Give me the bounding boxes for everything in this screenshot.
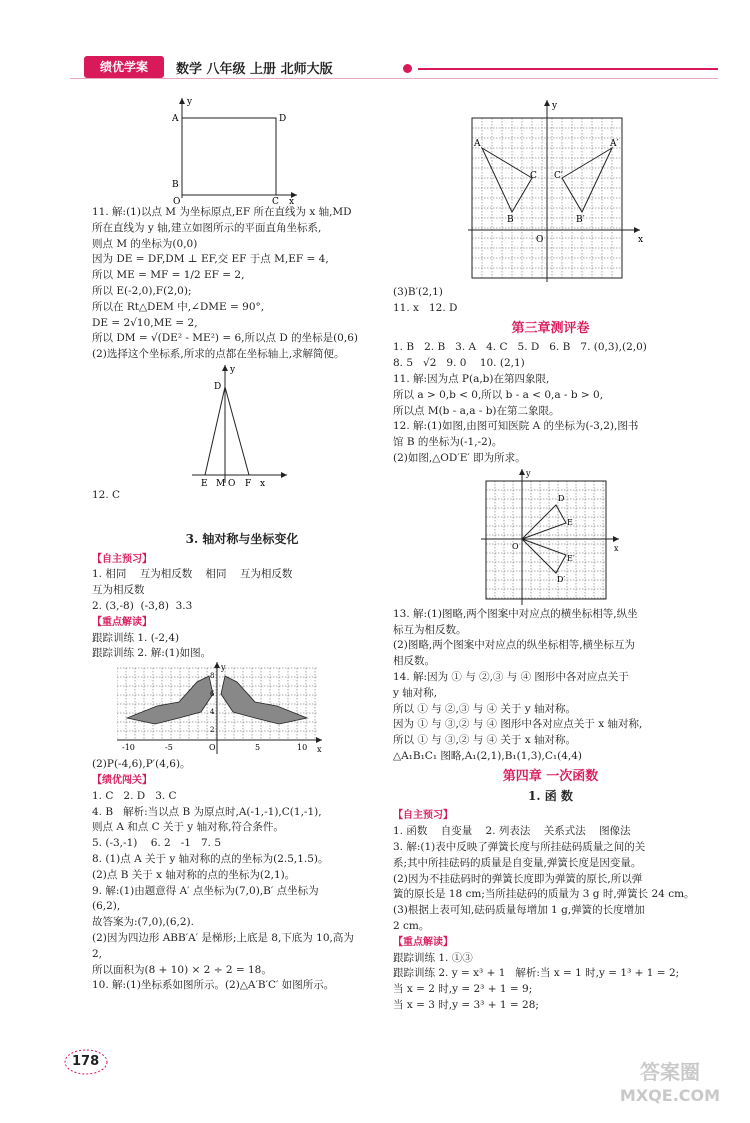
fig1-label: B bbox=[172, 180, 179, 190]
fig5-label: D′ bbox=[557, 574, 566, 584]
text-line: 2, bbox=[92, 947, 103, 960]
fig1-label: C bbox=[272, 197, 279, 205]
text-line: (2)选择这个坐标系,所求的点都在坐标轴上,求解简便。 bbox=[92, 348, 345, 361]
text-line: 10. 解:(1)坐标系如图所示。(2)△A′B′C′ 如图所示。 bbox=[92, 979, 335, 992]
page-number bbox=[64, 1048, 110, 1076]
text-line: 当 x = 2 时,y = 2³ + 1 = 9; bbox=[393, 983, 533, 996]
text-line: 标互为相反数。 bbox=[393, 623, 467, 636]
text-line: 因为 DE = DF,DM ⊥ EF,交 EF 于点 M,EF = 4, bbox=[92, 253, 329, 266]
section-title: 1. 函 数 bbox=[528, 788, 573, 803]
fig1-label: A bbox=[172, 114, 179, 124]
watermark-line2: MXQE.COM bbox=[619, 1086, 721, 1105]
text-line: (2)因为四边形 ABB′A′ 是梯形;上底是 8,下底为 10,高为 bbox=[92, 931, 354, 944]
text-line: (2)P(-4,6),P′(4,6)。 bbox=[92, 758, 191, 771]
fig3-label: -5 bbox=[165, 743, 173, 753]
tag-key: 【重点解读】 bbox=[393, 936, 453, 948]
fig1-label: y bbox=[187, 97, 193, 107]
text-line: 所在直线为 y 轴,建立如图所示的平面直角坐标系, bbox=[92, 221, 322, 234]
text-line: 当 x = 3 时,y = 3³ + 1 = 28; bbox=[393, 998, 539, 1011]
text-line: 簧的原长是 18 cm;当所挂砝码的质量为 3 g 时,弹簧长 24 cm。 bbox=[393, 888, 695, 901]
fig2-label: D bbox=[214, 381, 222, 392]
fig5-label: y bbox=[526, 468, 531, 478]
fig2-label: x bbox=[260, 478, 266, 488]
fig3-label: 6 bbox=[210, 690, 215, 699]
q12-answer: 12. C bbox=[92, 488, 121, 501]
text-line: 故答案为:(7,0),(6,2). bbox=[92, 916, 194, 929]
fig3-label: -10 bbox=[122, 743, 135, 753]
fig5-label: E bbox=[567, 517, 573, 527]
fig2-label: M bbox=[216, 478, 226, 488]
text-line: 9. 解:(1)由题意得 A′ 点坐标为(7,0),B′ 点坐标为 bbox=[92, 884, 319, 897]
text-line: (2)点 B 关于 x 轴对称的点的坐标为(2,1)。 bbox=[92, 868, 296, 881]
text-line: 1. B 2. B 3. A 4. C 5. D 6. B 7. (0,3),(2,0) bbox=[393, 341, 647, 354]
text-line: 跟踪训练 1. ①③ bbox=[393, 951, 473, 964]
text-line: 1. 函数 自变量 2. 列表法 关系式法 图像法 bbox=[393, 825, 631, 838]
fig4-label: y bbox=[552, 101, 558, 111]
text-line: 1. 相同 互为相反数 相同 互为相反数 bbox=[92, 568, 293, 581]
header-dot bbox=[403, 64, 412, 73]
text-line: 馆 B 的坐标为(-1,-2)。 bbox=[393, 436, 503, 449]
chapter4-title: 第四章 一次函数 bbox=[502, 768, 599, 784]
fig1-label: x bbox=[289, 197, 295, 205]
tag-key: 【重点解读】 bbox=[92, 616, 152, 628]
right-column bbox=[393, 90, 708, 1014]
page-number-text: 178 bbox=[72, 1054, 100, 1069]
text-line: 则点 M 的坐标为(0,0) bbox=[92, 237, 198, 250]
fig4-label: B bbox=[507, 215, 514, 225]
text-line: 2. (3,-8) (-3,8) 3.3 bbox=[92, 599, 193, 612]
tag-excellent: 【绩优闯关】 bbox=[92, 774, 152, 786]
watermark-line1: 答案圈 bbox=[640, 1060, 700, 1084]
section-title: 3. 轴对称与坐标变化 bbox=[185, 531, 299, 546]
fig5-label: D bbox=[558, 493, 565, 503]
fig5-label: x bbox=[614, 543, 619, 553]
text-line: 5. (-3,-1) 6. 2 -1 7. 5 bbox=[92, 837, 222, 850]
fig4-label: A bbox=[474, 139, 481, 149]
fig4-label: C′ bbox=[554, 171, 563, 181]
text-line: 互为相反数 bbox=[92, 584, 145, 597]
text-line: (3)根据上表可知,砝码质量每增加 1 g,弹簧的长度增加 bbox=[393, 904, 645, 917]
text-line: 所以 ① 与 ②,③ 与 ④ 关于 y 轴对称。 bbox=[393, 702, 576, 715]
fig5-label: O bbox=[512, 541, 519, 551]
fig4-label: x bbox=[638, 235, 644, 245]
page-header bbox=[70, 54, 720, 82]
text-line: 所以 DM = √(DE² - ME²) = 6,所以点 D 的坐标是(0,6) bbox=[92, 332, 358, 345]
text-line: 13. 解:(1)图略,两个图案中对应点的横坐标相等,纵坐 bbox=[393, 607, 638, 620]
q11-solution bbox=[92, 205, 392, 363]
kite-grid-figure bbox=[468, 90, 668, 285]
tag-preview: 【自主预习】 bbox=[92, 553, 152, 565]
tag-preview: 【自主预习】 bbox=[393, 810, 453, 822]
watermark bbox=[600, 1060, 740, 1115]
text-line: 12. 解:(1)如图,由图可知医院 A 的坐标为(-3,2),图书 bbox=[393, 420, 639, 433]
rectangle-figure bbox=[162, 90, 302, 205]
text-line: 8. (1)点 A 关于 y 轴对称的点的坐标为(2.5,1.5)。 bbox=[92, 852, 329, 865]
fig4-label: O bbox=[536, 235, 544, 245]
text-line: △A₁B₁C₁ 图略,A₁(2,1),B₁(1,3),C₁(4,4) bbox=[393, 749, 583, 762]
header-underline bbox=[70, 78, 718, 79]
left-column bbox=[92, 90, 392, 994]
fig2-label: y bbox=[230, 364, 236, 375]
book-title: 数学 八年级 上册 北师大版 bbox=[176, 62, 333, 77]
text-line: (6,2), bbox=[92, 900, 121, 913]
text-line: 所以点 M(b - a,a - b)在第二象限。 bbox=[393, 404, 560, 417]
fig3-label: 5 bbox=[255, 743, 261, 753]
header-rule bbox=[418, 68, 718, 70]
fig2-label: O bbox=[228, 478, 236, 488]
text-line: 所以 ① 与 ③,② 与 ④ 关于 x 轴对称。 bbox=[393, 734, 576, 747]
text-line: y 轴对称, bbox=[393, 686, 438, 699]
fig5-label: E′ bbox=[567, 553, 575, 563]
text-line: 2 cm。 bbox=[393, 919, 430, 932]
text-line: 3. 解:(1)表中反映了弹簧长度与所挂砝码质量之间的关 bbox=[393, 840, 646, 853]
brand-badge: 绩优学案 bbox=[84, 56, 164, 78]
fig3-label: 8 bbox=[210, 672, 215, 681]
chapter3-test-title: 第三章测评卷 bbox=[511, 320, 590, 336]
fig4-label: A′ bbox=[610, 139, 619, 149]
fig3-label: O bbox=[209, 743, 216, 753]
triangle-figure bbox=[187, 363, 297, 488]
text-line: 跟踪训练 2. y = x³ + 1 解析:当 x = 1 时,y = 1³ + 1 = 2; bbox=[393, 967, 680, 980]
fig4-label: B′ bbox=[576, 215, 585, 225]
text-line: 系;其中所挂砝码的质量是自变量,弹簧长度是因变量。 bbox=[393, 856, 642, 869]
text-line: 11. 解:因为点 P(a,b)在第四象限, bbox=[393, 372, 550, 385]
text-line: 11. 解:(1)以点 M 为坐标原点,EF 所在直线为 x 轴,MD bbox=[92, 206, 352, 218]
text-line: 所以 E(-2,0),F(2,0); bbox=[92, 284, 192, 297]
text-line: (2)因为不挂砝码时的弹簧长度即为弹簧的原长,所以弹 bbox=[393, 872, 643, 885]
text-line: 跟踪训练 2. 解:(1)如图。 bbox=[92, 647, 212, 660]
symmetry-grid-figure bbox=[117, 662, 327, 757]
fig3-label: 10 bbox=[297, 743, 308, 753]
fig2-label: E bbox=[201, 478, 208, 488]
text-line: 4. B 解析:当以点 B 为原点时,A(-1,-1),C(1,-1), bbox=[92, 805, 322, 818]
fig3-label: x bbox=[317, 745, 322, 755]
text-line: 11. x 12. D bbox=[393, 301, 458, 314]
text-line: 所以 ME = MF = 1/2 EF = 2, bbox=[92, 269, 245, 282]
fig1-label: O bbox=[173, 197, 181, 205]
text-line: 跟踪训练 1. (-2,4) bbox=[92, 631, 180, 644]
text-line: (3)B′(2,1) bbox=[393, 286, 443, 298]
text-line: 所以 a > 0,b < 0,所以 b - a < 0,a - b > 0, bbox=[393, 388, 604, 401]
fig3-label: y bbox=[221, 663, 226, 673]
fig3-label: 2 bbox=[210, 726, 215, 735]
text-line: DE = 2√10,ME = 2, bbox=[92, 316, 198, 329]
triangle-grid-figure bbox=[481, 467, 621, 607]
fig3-label: 4 bbox=[210, 708, 215, 717]
text-line: 所以在 Rt△DEM 中,∠DME = 90°, bbox=[92, 300, 265, 313]
fig4-label: C bbox=[530, 171, 537, 181]
fig1-label: D bbox=[279, 114, 287, 124]
text-line: 1. C 2. D 3. C bbox=[92, 789, 177, 802]
text-line: 因为 ① 与 ③,② 与 ④ 图形中各对应点关于 x 轴对称, bbox=[393, 718, 643, 731]
text-line: (2)如图,△OD′E′ 即为所求。 bbox=[393, 451, 526, 464]
text-line: 相反数。 bbox=[393, 655, 435, 668]
text-line: 8. 5 √2 9. 0 10. (2,1) bbox=[393, 357, 525, 370]
text-line: 则点 A 和点 C 关于 y 轴对称,符合条件。 bbox=[92, 821, 284, 834]
text-line: 14. 解:因为 ① 与 ②,③ 与 ④ 图形中各对应点关于 bbox=[393, 670, 629, 683]
fig2-label: F bbox=[245, 478, 252, 488]
text-line: 所以面积为(8 + 10) × 2 ÷ 2 = 18。 bbox=[92, 963, 272, 976]
text-line: (2)图略,两个图案中对应点的纵坐标相等,横坐标互为 bbox=[393, 639, 636, 652]
